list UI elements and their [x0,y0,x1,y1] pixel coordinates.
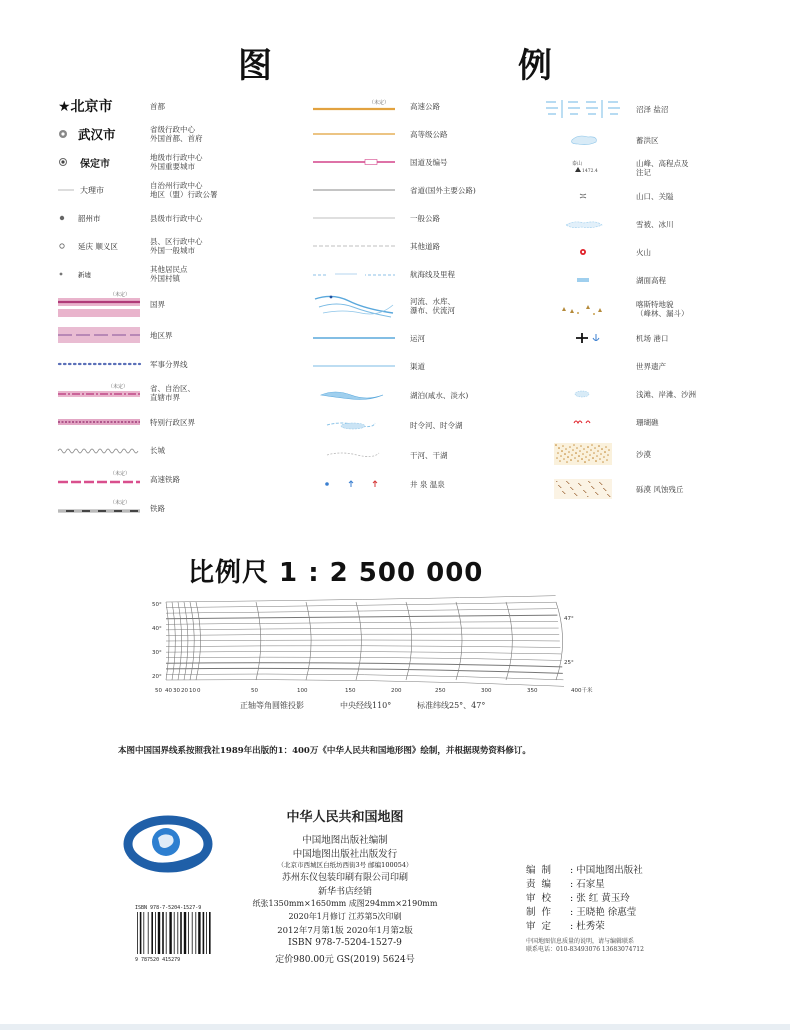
central-meridian-note: 中央经线110° [340,701,392,710]
legend-label: 地区界 [150,330,173,340]
railway-symbol [58,499,140,517]
credit-row: 制作 : 王晓艳 徐惠莹 [526,907,637,918]
legend-label: 首都 [150,101,165,111]
latitude-label: 20° [152,674,162,680]
projection-note: 正轴等角圆锥投影 [240,701,304,710]
editions: 2012年7月第1版 2020年1月第2版 [277,926,413,936]
legend-row-county [58,232,278,260]
credit-value: 杜秀荣 [576,921,605,932]
publisher-logo-icon [124,812,210,874]
legend-row-other-road [308,232,508,260]
legend-row-peak [540,154,760,182]
region-border-symbol [58,325,140,345]
legend-row-railway [58,494,278,522]
legend-label: 军事分界线 [150,359,188,369]
legend-row-swamp [540,92,760,126]
km-tick-label: 150 [345,688,356,694]
legend-label: 山峰、高程点及 注记 [636,159,689,177]
desert-symbol [542,441,624,467]
legend-row-provincial-capital [58,120,278,148]
unfixed-note: （未定） [110,471,131,477]
legend-row-lakes [308,380,508,410]
credit-key: 责编 [526,879,558,890]
border-note: 本图中国国界线系按照我社1989年出版的1：400万《中华人民共和国地形图》绘制，并根据现势资料修订。 [118,746,531,756]
paper-size: 纸张1350mm×1650mm 成图294mm×2190mm [252,899,438,908]
credit-value: 石家星 [576,879,605,890]
legend-row-coral-reef [540,408,760,436]
legend-row-settlement [58,260,278,288]
unfixed-note: （未定） [110,292,131,298]
prefecture-city-icon [58,157,68,167]
military-line-symbol [58,361,140,367]
swamp-symbol [542,94,624,124]
provincial-capital-icon [58,129,68,139]
highway-symbol [313,131,395,137]
river-symbol [313,291,395,321]
credit-key: 审定 [526,921,558,932]
legend-row-wells-springs [308,470,508,498]
sar-border-symbol [58,417,140,427]
legend-label: 机场 港口 [636,333,669,343]
national-road-symbol [313,158,395,166]
sea-route-symbol [313,269,395,279]
latitude-label: 30° [152,650,162,656]
legend-title-right: 例 [518,46,552,86]
legend-row-gravel-desert [540,472,760,506]
legend-row-great-wall [58,436,278,464]
km-tick-label: 250 [435,688,446,694]
legend-label: 地级市行政中心 外国重要城市 [150,153,203,171]
flood-area-symbol [542,132,624,148]
compiled-by: 中国地图出版社编制 [302,835,388,846]
legend-row-provincial-road [308,176,508,204]
km-tick-label: 10 [189,688,196,694]
km-tick-label: 350 [527,688,538,694]
map-title: 中华人民共和国地图 [286,810,404,825]
contact-info [526,938,644,954]
legend-row-sea-route [308,260,508,288]
legend-label: 省、自治区、 直辖市界 [150,384,195,402]
canal-symbol [313,335,395,341]
legend-label: 县、区行政中心 外国一般城市 [150,237,203,255]
legend-row-military-line [58,350,278,378]
legend-label: 干河、干湖 [410,450,448,460]
unfixed-note: （未定） [369,100,390,106]
contact-line: 中国地图信息质量的说明，请与编辑联系 [526,938,635,945]
legend-label: 其他居民点 外国村镇 [150,265,188,283]
isbn-barcode [133,903,213,963]
legend-label: 其他道路 [410,241,440,251]
isbn-text: ISBN 978-7-5204-1527-9 [288,938,402,948]
credit-key: 审校 [526,893,558,904]
legend-label: 渠道 [410,361,425,371]
barcode-bottom-text: 9 787520 415279 [135,957,181,963]
county-example: 延庆 顺义区 [78,241,118,251]
legend-label: 高速铁路 [150,474,180,484]
legend-row-expressway [308,92,508,120]
legend-label: 沼泽 盐沼 [636,104,669,114]
legend-label: 喀斯特地貌 （峰林、漏斗） [636,300,689,318]
legend-label: 一般公路 [410,213,440,223]
legend-row-world-heritage [540,352,760,380]
wells-springs-symbol [313,479,395,489]
legend-row-channel [308,352,508,380]
legend-row-county-city [58,204,278,232]
credit-row: 审校 : 张 红 黄玉玲 [526,893,630,904]
legend-label: 山口、关隘 [636,191,674,201]
legend-label: 雪被、冰川 [636,219,674,229]
legend-label: 国界 [150,299,165,309]
legend-column-transport-water [308,92,508,498]
legend-label: 时令河、时令湖 [410,420,463,430]
legend-row-lake-elevation [540,266,760,294]
legend-label: 砾漠 风蚀残丘 [636,484,684,494]
latitude-label: 40° [152,626,162,632]
legend-label: 铁路 [150,503,165,513]
legend-row-karst [540,294,760,324]
seasonal-river-symbol [313,417,395,433]
legend-row-shoal [540,380,760,408]
km-tick-label: 300 [481,688,492,694]
legend-row-sar-border [58,408,278,436]
legend-row-prefecture-city [58,148,278,176]
price-approval: 定价980.00元 GS(2019) 5624号 [275,955,415,965]
legend-label: 省道(国外主要公路) [410,185,476,195]
credit-value: 中国地图出版社 [576,865,643,876]
barcode-top-text: ISBN 978-7-5204-1527-9 [135,905,202,911]
legend-row-desert [540,436,760,472]
legend-label: 火山 [636,247,651,257]
published-by: 中国地图出版社出版发行 [292,849,398,860]
lake-symbol [313,387,395,403]
credit-row: 编制 : 中国地图出版社 [526,865,643,876]
legend-row-autonomous-prefecture [58,176,278,204]
legend-label: 特别行政区界 [150,417,195,427]
capital-symbol: ★北京市 [58,99,113,115]
legend-row-dry-river [308,440,508,470]
legend-label: 浅滩、岸滩、沙洲 [636,389,696,399]
provincial-capital-example: 武汉市 [78,127,116,142]
legend-title-left: 图 [238,46,272,86]
legend-label: 湖面高程 [636,275,666,285]
credit-value: 张 红 黄玉玲 [576,893,630,904]
legend-label: 高等级公路 [410,129,448,139]
legend-column-settlements [58,92,278,522]
lake-elevation-symbol [542,276,624,284]
legend-row-volcano [540,238,760,266]
channel-symbol [313,363,395,369]
publisher-address: （北京市西城区白纸坊西街3号 邮编100054） [277,861,413,869]
glacier-symbol [542,216,624,232]
settlement-example: 新墟 [78,270,91,279]
legend-column-terrain [540,92,760,506]
national-border-symbol [58,290,140,318]
legend-label: 世界遗产 [636,361,666,371]
high-speed-rail-symbol [58,470,140,488]
gravel-desert-symbol [542,477,624,501]
legend-label: 珊瑚礁 [636,417,659,427]
legend-label: 国道及编号 [410,157,448,167]
credit-value: 王晓艳 徐惠莹 [576,907,637,918]
legend-row-canal [308,324,508,352]
provincial-road-symbol [313,187,395,193]
county-city-example: 韶州市 [78,213,101,223]
credit-key: 编制 [526,865,558,876]
great-wall-symbol [58,446,140,454]
credit-row: 责编 : 石家星 [526,879,605,890]
revision: 2020年1月修订 江苏第5次印刷 [288,912,402,921]
legend-label: 蓄洪区 [636,135,659,145]
legend-row-flood-area [540,126,760,154]
peak-elevation: 1472.4 [582,169,598,174]
legend-label: 省级行政中心 外国首都、首府 [150,125,203,143]
dry-river-symbol [313,447,395,463]
volcano-icon [542,247,624,257]
expressway-symbol [313,99,395,113]
peak-symbol [542,158,624,178]
legend-label: 沙漠 [636,449,651,459]
county-city-icon [58,214,66,222]
shoal-symbol [542,388,624,400]
standard-parallels-note: 标准纬线25°、47° [417,701,486,710]
km-tick-label: 50 [155,688,162,694]
credit-key: 制作 [526,907,558,918]
legend-label: 自治州行政中心 地区（盟）行政公署 [150,181,218,199]
legend-row-rivers [308,288,508,324]
contact-line: 联系电话：010-83493076 13683074712 [526,946,644,953]
legend-row-province-border [58,378,278,408]
legend-row-seasonal-river [308,410,508,440]
pass-icon [542,191,624,201]
km-tick-label: 40 [165,688,172,694]
legend-row-region-border [58,320,278,350]
latitude-label: 50° [152,602,162,608]
standard-parallel-label: 25° [564,660,574,666]
settlement-icon [58,271,64,277]
province-border-symbol [58,383,140,403]
legend-label: 高速公路 [410,101,440,111]
printer: 苏州东仪包装印刷有限公司印刷 [281,873,408,883]
legend-row-high-speed-rail [58,464,278,494]
legend-label: 县级市行政中心 [150,213,203,223]
prefecture-example: 大理市 [80,185,104,195]
legend-row-highway [308,120,508,148]
legend-label: 湖泊(咸水、淡水) [410,390,469,400]
distributor: 新华书店经销 [317,887,372,897]
page-bottom-edge [0,1024,790,1030]
legend-label: 长城 [150,445,165,455]
county-icon [58,242,66,250]
standard-parallel-label: 47° [564,616,574,622]
general-road-symbol [313,215,395,221]
legend-row-pass [540,182,760,210]
legend-row-glacier [540,210,760,238]
unfixed-note: （未定） [110,500,131,506]
coral-reef-icon [542,417,624,427]
legend-label: 井 泉 温泉 [410,479,445,489]
km-tick-label: 30 [173,688,180,694]
legend-label: 运河 [410,333,425,343]
scale-title: 比例尺 1 : 2 500 000 [188,558,484,588]
airport-port-icon [542,332,624,344]
legend-label: 航海线及里程 [410,269,455,279]
legend-row-capital [58,92,278,120]
karst-symbol [542,301,624,317]
credits [526,864,643,934]
other-road-symbol [313,243,395,249]
prefecture-line-icon [58,188,74,192]
prefecture-city-example: 保定市 [80,158,110,170]
km-tick-label: 100 [297,688,308,694]
legend-row-airport-port [540,324,760,352]
km-tick-label: 0 [197,688,201,694]
legend-label: 河流、水库、 瀑布、伏流河 [410,297,455,315]
legend-row-national-road [308,148,508,176]
km-tick-label: 50 [251,688,258,694]
km-tick-label: 20 [181,688,188,694]
km-tick-label: 200 [391,688,402,694]
km-tick-label: 400千米 [571,688,593,694]
credit-row: 审定 : 杜秀荣 [526,921,605,932]
legend-row-national-border [58,288,278,320]
unfixed-note: （未定） [108,384,129,390]
scale-graticule [150,598,593,698]
peak-name: 泰山 [572,161,583,167]
legend-row-general-road [308,204,508,232]
